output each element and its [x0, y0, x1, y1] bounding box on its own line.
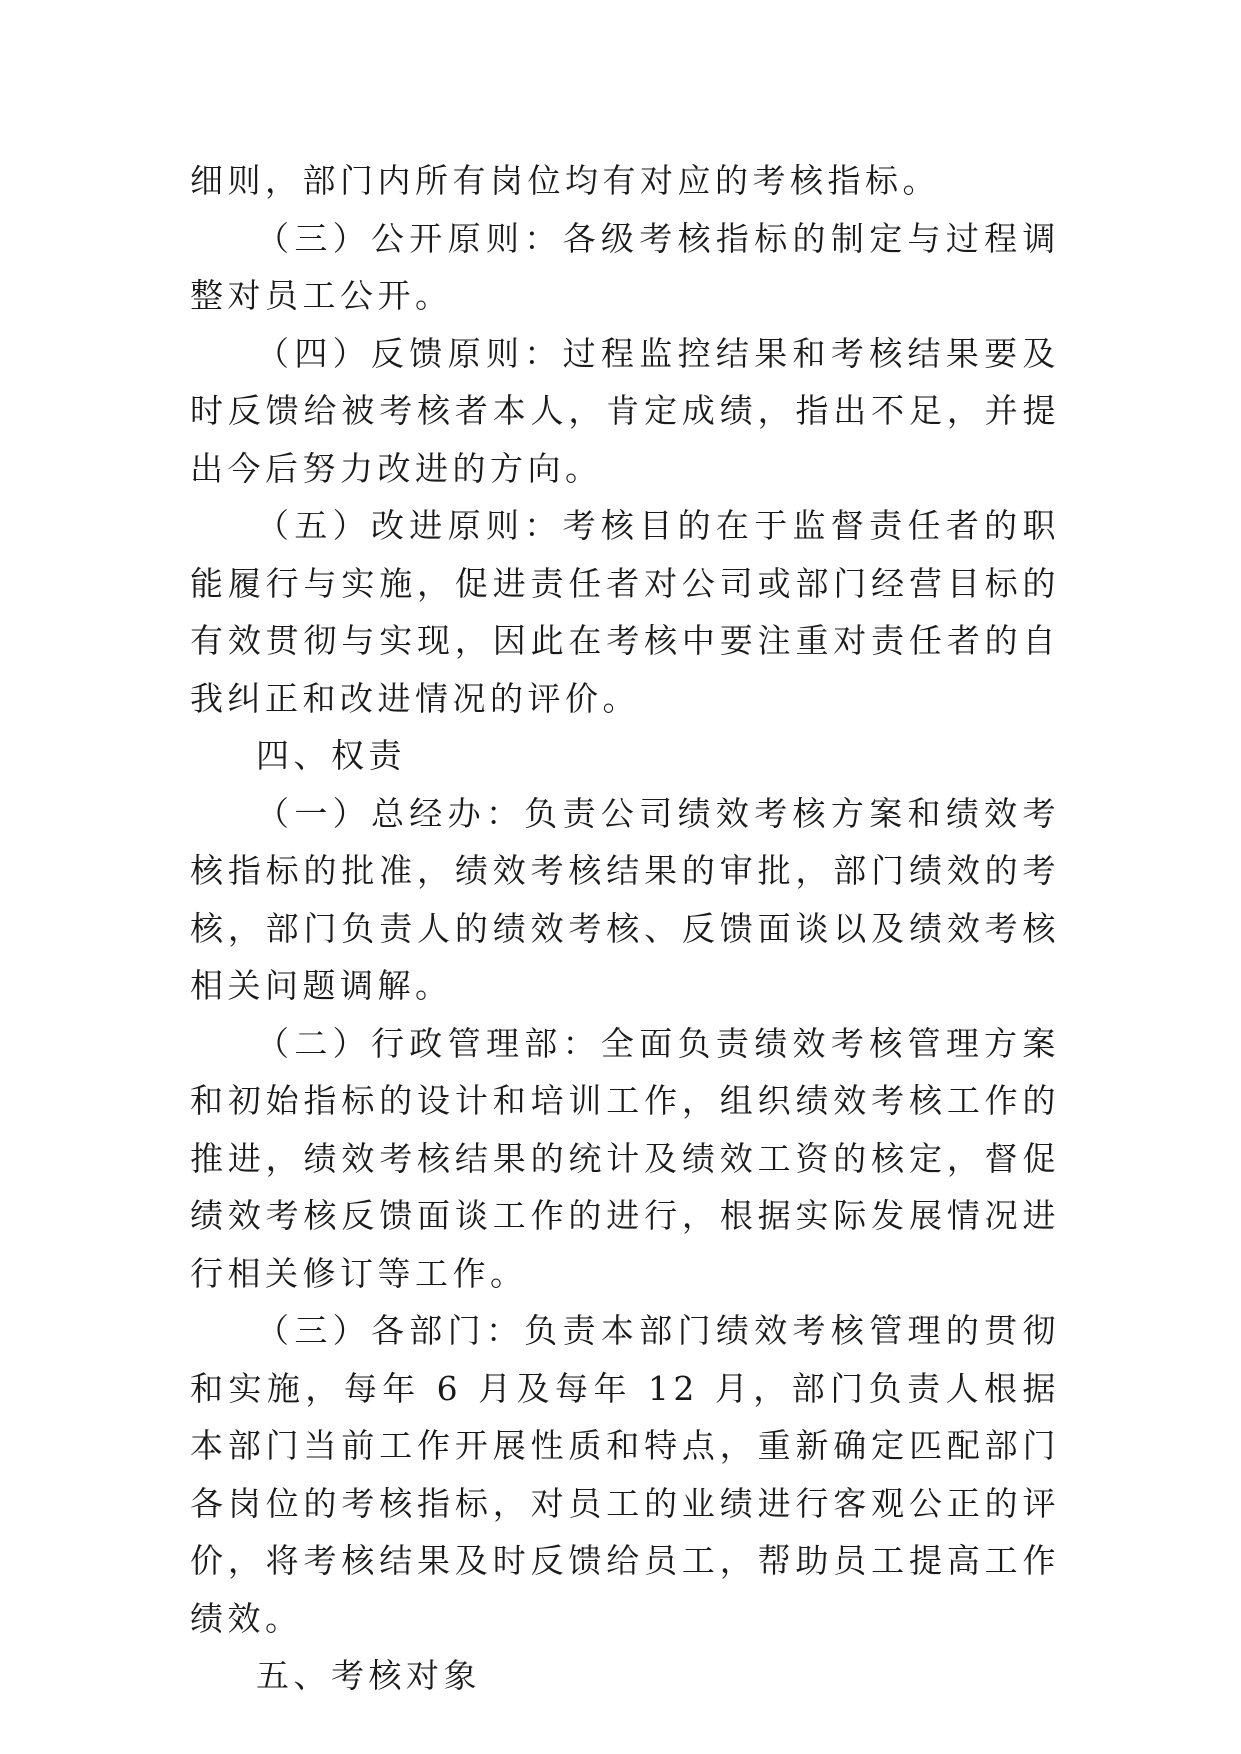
paragraph-admin-department: （二）行政管理部：全面负责绩效考核管理方案和初始指标的设计和培训工作，组织绩效考核工作的推进，绩效考核结果的统计及绩效工资的核定，督促绩效考核反馈面谈工作的进行，根据实际发展情况进行相关修订等工作。	[190, 1023, 1060, 1293]
paragraph-general-office: （一）总经办：负责公司绩效考核方案和绩效考核指标的批准，绩效考核结果的审批，部门绩效的考核，部门负责人的绩效考核、反馈面谈以及绩效考核相关问题调解。	[190, 793, 1060, 1005]
paragraph-open-principle: （三）公开原则：各级考核指标的制定与过程调整对员工公开。	[190, 218, 1060, 315]
paragraph-each-department: （三）各部门：负责本部门绩效考核管理的贯彻和实施，每年 6 月及每年 12 月，部门负责人根据本部门当前工作开展性质和特点，重新确定匹配部门各岗位的考核指标，对员工的业绩进行客观公正的评价，将考核结果及时反馈给员工，帮助员工提高工作绩效。	[190, 1311, 1060, 1638]
paragraph-improvement-principle: （五）改进原则：考核目的在于监督责任者的职能履行与实施，促进责任者对公司或部门经营目标的有效贯彻与实现，因此在考核中要注重对责任者的自我纠正和改进情况的评价。	[190, 506, 1060, 718]
paragraph-feedback-principle: （四）反馈原则：过程监控结果和考核结果要及时反馈给被考核者本人，肯定成绩，指出不足，并提出今后努力改进的方向。	[190, 333, 1060, 488]
paragraph-continuation: 细则，部门内所有岗位均有对应的考核指标。	[190, 161, 940, 200]
section-heading-assessment-targets: 五、考核对象	[256, 1656, 481, 1695]
section-heading-responsibilities: 四、权责	[256, 736, 406, 775]
document-body	[190, 152, 1060, 1705]
